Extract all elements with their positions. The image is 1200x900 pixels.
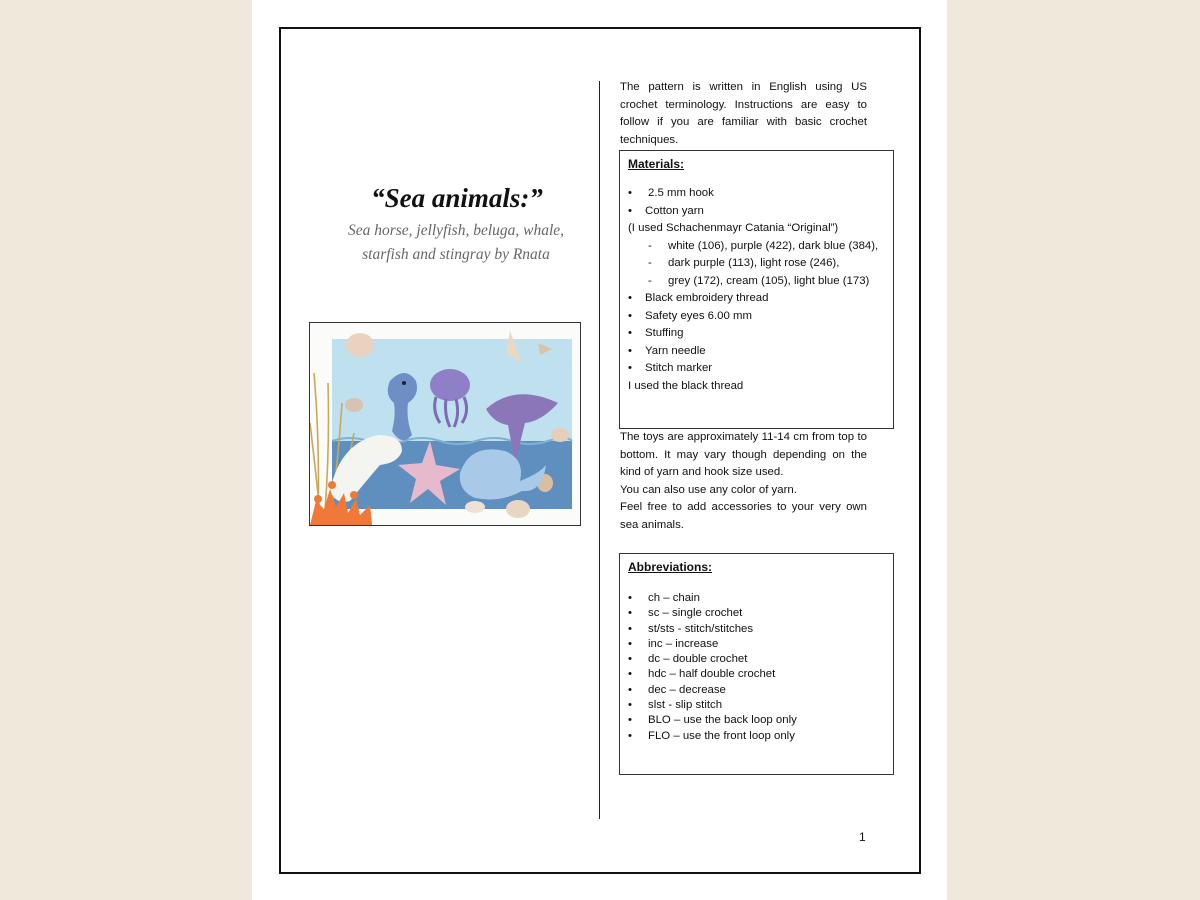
list-item: I used the black thread	[628, 379, 744, 392]
page-number: 1	[859, 830, 866, 844]
list-item: • dc – double crochet	[628, 653, 748, 666]
toys-accessories-text: Feel free to add accessories to your very own sea animals.	[620, 501, 867, 531]
list-item: • BLO – use the back loop only	[628, 714, 797, 727]
intro-paragraph: The pattern is written in English using US crochet terminology. Instructions are easy to follow if you are familiar with basic crochet techniques.	[620, 81, 867, 146]
abbreviations-list	[628, 590, 887, 743]
toys-color-text: You can also use any color of yarn.	[620, 483, 797, 496]
list-item: • Safety eyes 6.00 mm	[628, 309, 752, 322]
materials-list	[628, 185, 887, 395]
list-item: • sc – single crochet	[628, 607, 743, 620]
list-item: • dec – decrease	[628, 683, 726, 696]
sea-animals-photo	[309, 322, 581, 526]
list-item: • inc – increase	[628, 637, 719, 650]
pattern-subtitle: Sea horse, jellyfish, beluga, whale, starfish and stingray by Rnata	[347, 222, 565, 263]
list-item: • st/sts - stitch/stitches	[628, 622, 754, 635]
list-item: • 2.5 mm hook	[628, 187, 714, 199]
document-page	[252, 0, 947, 900]
toys-paragraph	[620, 429, 867, 535]
materials-heading: Materials:	[628, 157, 685, 171]
list-item: • Stitch marker	[628, 362, 713, 374]
abbreviations-heading: Abbreviations:	[628, 560, 713, 574]
list-item: • Yarn needle	[628, 344, 706, 357]
list-item: • Black embroidery thread	[628, 292, 769, 304]
list-item: - dark purple (113), light rose (246),	[648, 257, 840, 269]
materials-box	[619, 150, 894, 429]
list-item: - grey (172), cream (105), light blue (173)	[648, 274, 870, 287]
pattern-title: “Sea animals:”	[371, 183, 543, 213]
list-item: • Cotton yarn	[628, 204, 704, 217]
list-item: • FLO – use the front loop only	[628, 729, 795, 742]
list-item: • hdc – half double crochet	[628, 668, 776, 681]
list-item: • Stuffing	[628, 327, 684, 339]
list-item: - white (106), purple (422), dark blue (384),	[648, 239, 879, 252]
toys-size-text: The toys are approximately 11-14 cm from top to bottom. It may vary though depending on the kind of yarn and hook size used.	[620, 431, 867, 479]
list-item: • slst - slip stitch	[628, 699, 723, 712]
abbreviations-box	[619, 553, 894, 775]
list-item: (I used Schachenmayr Catania “Original”)	[628, 222, 839, 234]
list-item: • ch – chain	[628, 592, 700, 604]
